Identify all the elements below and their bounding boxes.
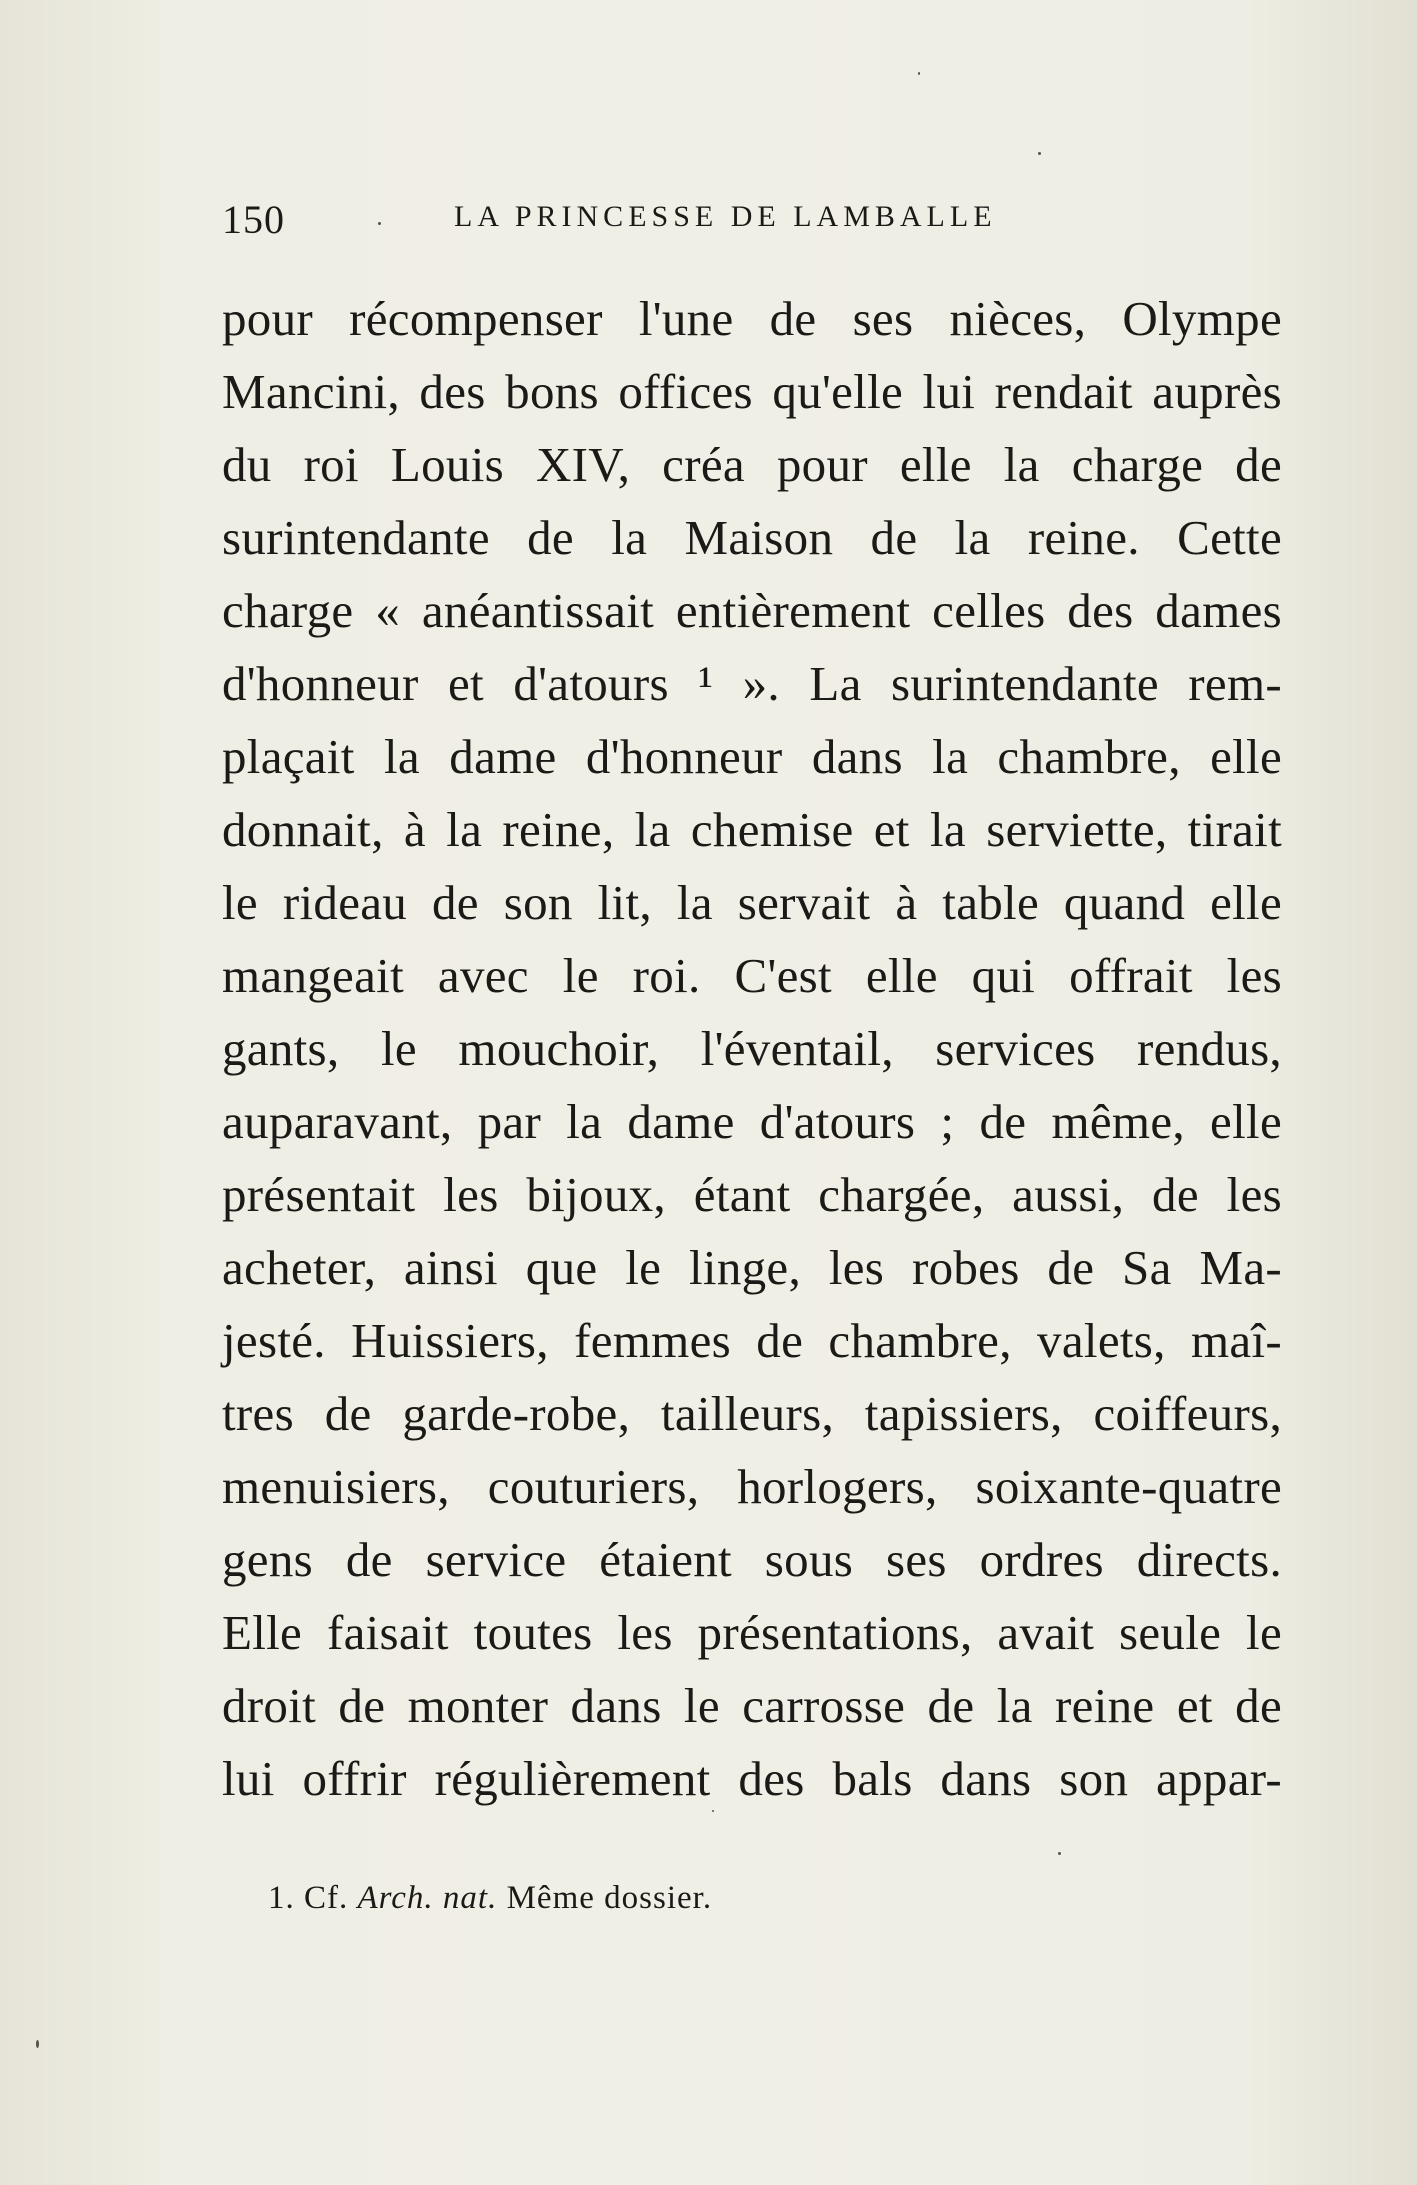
footnote-cf: Cf. [304, 1880, 349, 1916]
text-line: charge « anéantissait entièrement celles des dames [222, 583, 1282, 638]
text-line: menuisiers, couturiers, horlogers, soixante-quatre [222, 1459, 1282, 1514]
footnote-source: Arch. nat. [357, 1880, 498, 1916]
text-line: auparavant, par la dame d'atours ; de même, elle [222, 1094, 1282, 1149]
body-text [222, 282, 1282, 1815]
footnote-number: 1. [268, 1880, 295, 1916]
text-line: plaçait la dame d'honneur dans la chambre, elle [222, 729, 1282, 784]
text-line: acheter, ainsi que le linge, les robes de Sa Ma- [222, 1240, 1282, 1295]
text-line: tres de garde-robe, tailleurs, tapissiers, coiffeurs, [222, 1386, 1282, 1441]
footnote-text: Même dossier. [506, 1880, 713, 1916]
footnote [268, 1880, 1168, 1917]
text-line: Mancini, des bons offices qu'elle lui rendait auprès [222, 364, 1282, 419]
text-line: du roi Louis XIV, créa pour elle la charge de [222, 437, 1282, 492]
text-line: le rideau de son lit, la servait à table quand elle [222, 875, 1282, 930]
page-number: 150 [222, 197, 285, 242]
text-line: Elle faisait toutes les présentations, avait seule le [222, 1605, 1282, 1660]
text-line: gants, le mouchoir, l'éventail, services rendus, [222, 1021, 1282, 1076]
text-line: pour récompenser l'une de ses nièces, Olympe [222, 291, 1282, 346]
ink-speck [918, 72, 920, 75]
text-line: mangeait avec le roi. C'est elle qui offrait les [222, 948, 1282, 1003]
text-line: gens de service étaient sous ses ordres directs. [222, 1532, 1282, 1587]
ink-speck [712, 1810, 714, 1812]
text-line: lui offrir régulièrement des bals dans son appar- [222, 1751, 1282, 1806]
text-line: droit de monter dans le carrosse de la reine et de [222, 1678, 1282, 1733]
text-line: présentait les bijoux, étant chargée, aussi, de les [222, 1167, 1282, 1222]
running-title: LA PRINCESSE DE LAMBALLE [454, 200, 997, 233]
text-line: d'honneur et d'atours ¹ ». La surintendante rem- [222, 656, 1282, 711]
ink-speck [378, 222, 381, 225]
ink-speck [1058, 1852, 1061, 1855]
text-line: donnait, à la reine, la chemise et la serviette, tirait [222, 802, 1282, 857]
ink-speck [1038, 152, 1041, 155]
ink-speck [36, 2040, 39, 2048]
running-head [222, 196, 1282, 246]
text-line: surintendante de la Maison de la reine. Cette [222, 510, 1282, 565]
text-line: jesté. Huissiers, femmes de chambre, valets, maî- [222, 1313, 1282, 1368]
